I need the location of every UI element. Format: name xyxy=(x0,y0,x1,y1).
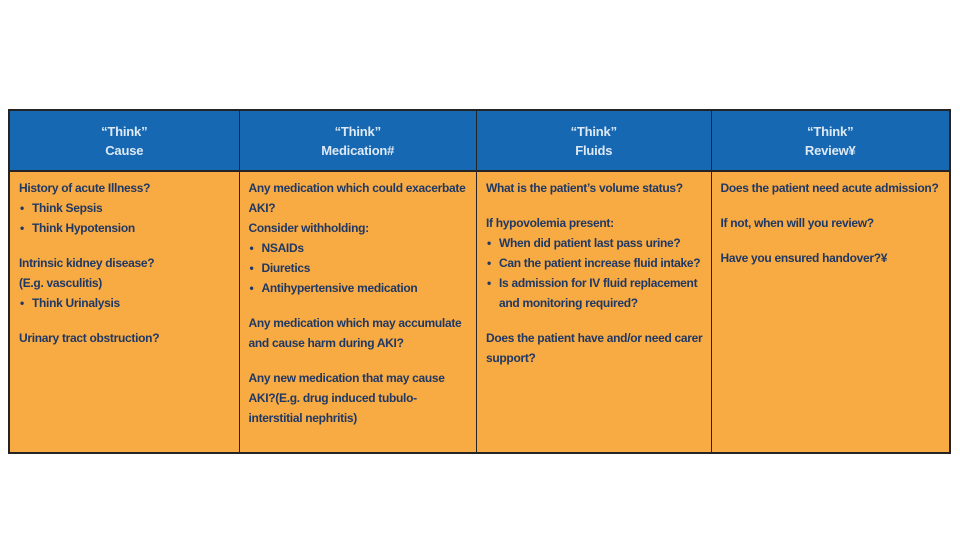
think-aki-table xyxy=(8,109,951,454)
bullet-item: • Think Urinalysis xyxy=(19,293,231,313)
bullet-item: • Is admission for IV fluid replacement and monitoring required? xyxy=(486,273,703,313)
paragraph: Have you ensured handover?¥ xyxy=(720,251,888,265)
review-column-header xyxy=(712,111,950,172)
bullet-item: • When did patient last pass urine? xyxy=(486,233,703,253)
paragraph: What is the patient’s volume status? xyxy=(486,181,683,195)
header-think-label: “Think” xyxy=(334,123,381,139)
paragraph: History of acute Illness? xyxy=(19,181,151,195)
paragraph: If hypovolemia present: xyxy=(486,216,614,230)
medication-column-body xyxy=(240,172,477,452)
header-medication-label: Medication# xyxy=(321,142,395,158)
paragraph: Intrinsic kidney disease? xyxy=(19,256,155,270)
think-fluids-column xyxy=(476,111,711,452)
think-medication-column xyxy=(239,111,477,452)
cause-column-header xyxy=(10,111,239,172)
fluids-column-header xyxy=(477,111,711,172)
bullet-item: • NSAIDs xyxy=(249,238,469,258)
paragraph: Consider withholding: xyxy=(248,221,369,235)
paragraph: Does the patient have and/or need carer support? xyxy=(486,331,703,365)
think-cause-column xyxy=(10,111,239,452)
paragraph: Any medication which may accumulate and cause harm during AKI? xyxy=(248,316,462,350)
cause-column-body xyxy=(10,172,239,452)
header-think-label: “Think” xyxy=(101,123,148,139)
bullet-item: • Can the patient increase fluid intake? xyxy=(486,253,703,273)
paragraph: If not, when will you review? xyxy=(720,216,874,230)
header-cause-label: Cause xyxy=(105,142,144,158)
bullet-item: • Think Hypotension xyxy=(19,218,231,238)
paragraph: Any new medication that may cause AKI?(E.g. drug induced tubulo-interstitial nephritis) xyxy=(248,371,445,425)
header-think-label: “Think” xyxy=(807,123,854,139)
paragraph: Urinary tract obstruction? xyxy=(19,331,160,345)
paragraph: Any medication which could exacerbate AKI? xyxy=(248,181,466,215)
header-review-label: Review¥ xyxy=(804,142,856,158)
header-think-label: “Think” xyxy=(570,123,617,139)
think-review-column xyxy=(711,111,950,452)
fluids-column-body xyxy=(477,172,711,452)
paragraph: Does the patient need acute admission? xyxy=(720,181,939,195)
header-fluids-label: Fluids xyxy=(575,142,613,158)
paragraph: (E.g. vasculitis) xyxy=(19,276,102,290)
bullet-item: • Diuretics xyxy=(249,258,469,278)
bullet-item: • Think Sepsis xyxy=(19,198,231,218)
bullet-item: • Antihypertensive medication xyxy=(249,278,469,298)
review-column-body xyxy=(712,172,950,452)
medication-column-header xyxy=(240,111,477,172)
